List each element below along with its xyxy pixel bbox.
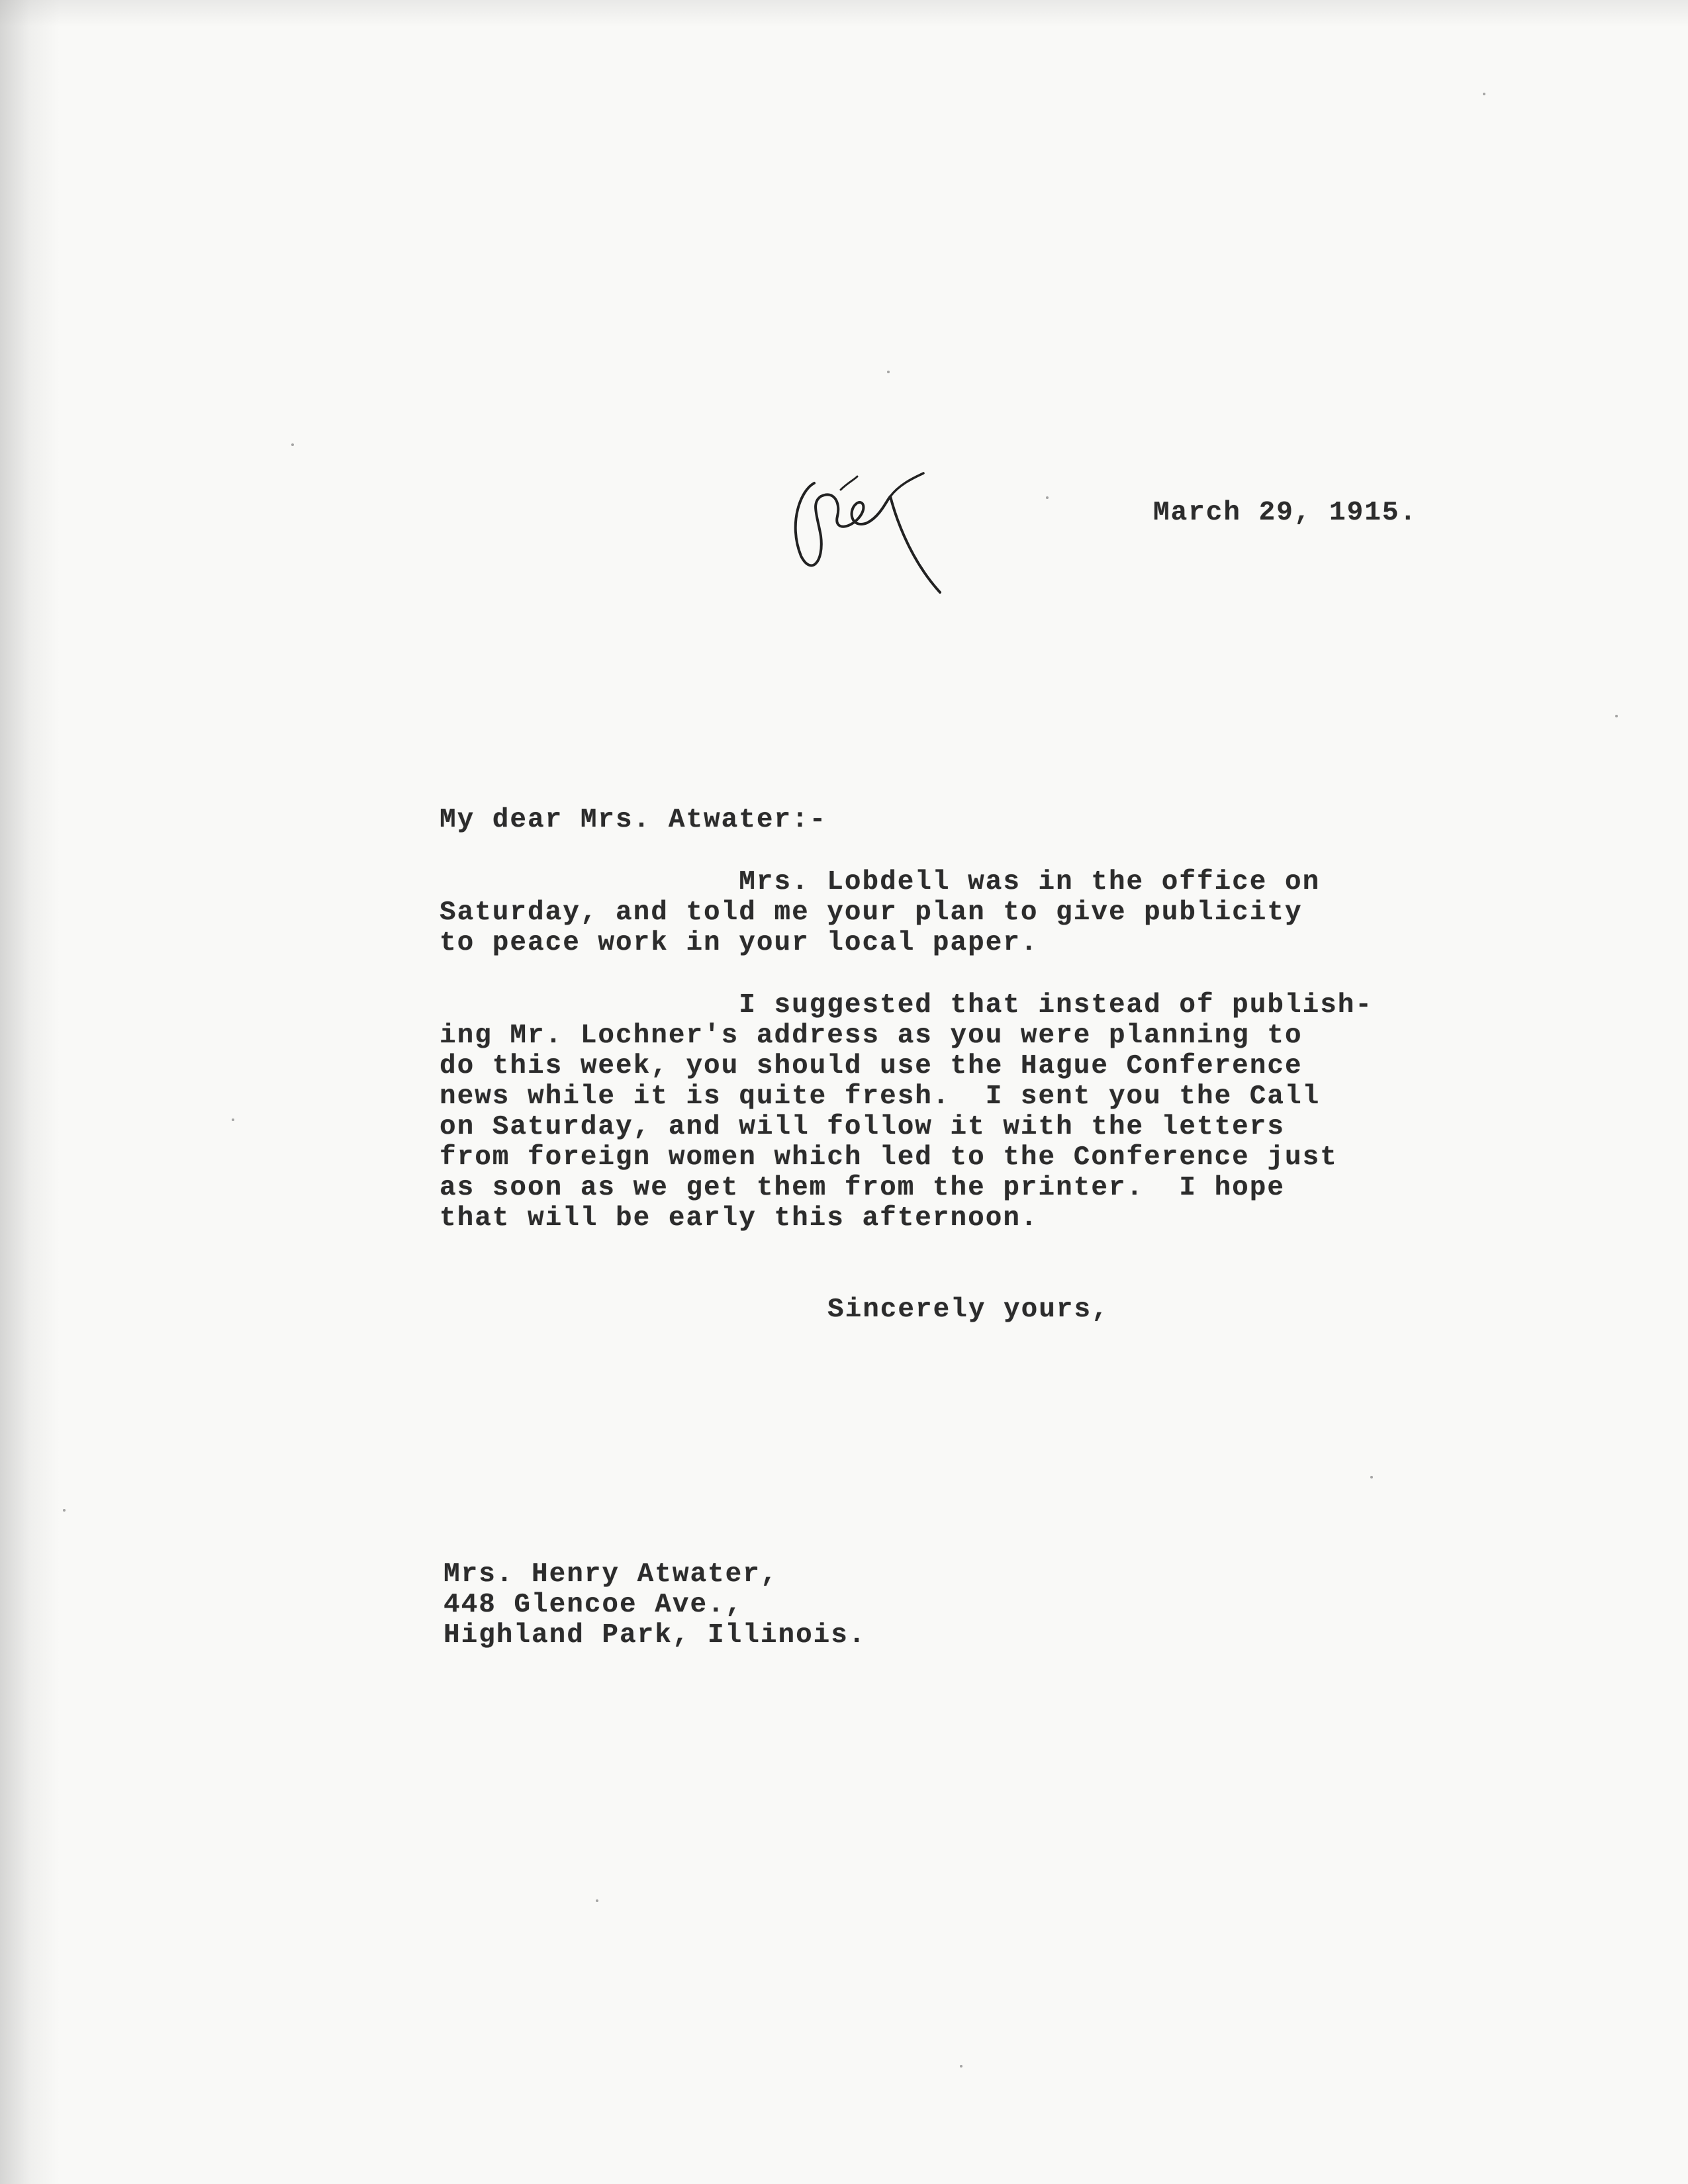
scan-speck [596, 1899, 598, 1902]
scan-speck [291, 443, 294, 446]
letter-salutation: My dear Mrs. Atwater:- [440, 805, 827, 835]
paragraph2-line: from foreign women which led to the Conference just [440, 1142, 1338, 1173]
paragraph1-line: Saturday, and told me your plan to give publicity [440, 897, 1303, 928]
scan-speck [232, 1118, 234, 1121]
scan-speck [1046, 496, 1049, 499]
scan-top-shadow [0, 0, 1688, 26]
scan-edge-shadow [0, 0, 60, 2184]
scan-speck [960, 2065, 962, 2068]
letter-closing: Sincerely yours, [827, 1295, 1109, 1325]
paragraph2-line: do this week, you should use the Hague Conference [440, 1051, 1303, 1081]
paragraph2-line: on Saturday, and will follow it with the letters [440, 1112, 1285, 1142]
paragraph1-line: Mrs. Lobdell was in the office on [440, 867, 1321, 897]
paragraph2-line: I suggested that instead of publish- [440, 990, 1374, 1021]
paragraph2-line: news while it is quite fresh. I sent you the Call [440, 1081, 1321, 1112]
scan-speck [887, 371, 890, 373]
scan-speck [1370, 1476, 1373, 1479]
paragraph2-line: ing Mr. Lochner's address as you were planning to [440, 1021, 1303, 1051]
address-line: Highland Park, Illinois. [444, 1620, 867, 1651]
paragraph1-line: to peace work in your local paper. [440, 928, 1039, 958]
address-line: Mrs. Henry Atwater, [444, 1559, 778, 1590]
address-line: 448 Glencoe Ave., [444, 1590, 743, 1620]
scan-speck [63, 1509, 66, 1512]
handwritten-signature [774, 463, 973, 596]
paragraph2-line: that will be early this afternoon. [440, 1203, 1039, 1234]
paragraph2-line: as soon as we get them from the printer. I hope [440, 1173, 1285, 1203]
scan-speck [1483, 93, 1485, 95]
letter-date: March 29, 1915. [1153, 498, 1418, 528]
scan-speck [1615, 715, 1618, 717]
